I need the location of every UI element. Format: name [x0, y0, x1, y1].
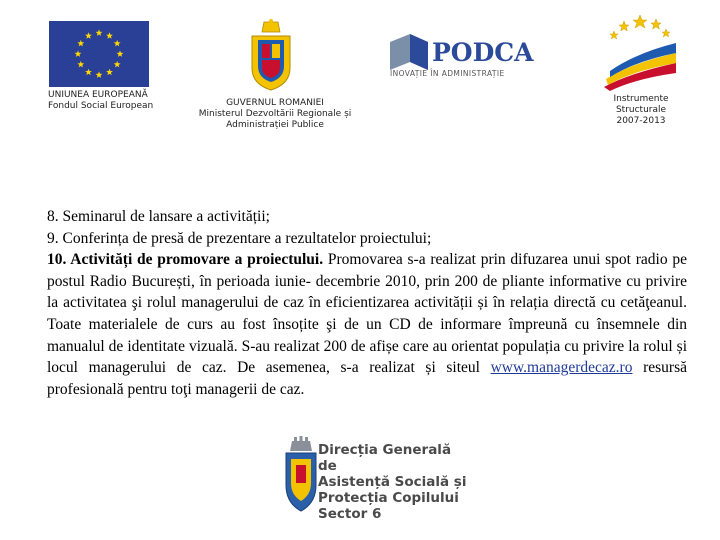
dgaspc-sector6-logo — [282, 433, 467, 522]
eu-star-icon — [106, 69, 113, 76]
romania-coat-of-arms-logo — [248, 18, 294, 92]
item-10-text-end: resursă profesională pentru toţi managerii de caz. — [47, 359, 687, 398]
dgaspc-line3: Protecția Copilului — [318, 490, 459, 506]
instruments-caption — [603, 94, 679, 127]
item-10 — [47, 249, 687, 400]
eu-star-icon — [85, 32, 92, 39]
sector6-crest-icon — [282, 435, 320, 515]
item-8-label: 8. Seminarul de lansare a activității — [47, 208, 266, 225]
eu-star-icon — [114, 61, 121, 68]
dgaspc-line2: Asistență Socială și — [318, 474, 467, 490]
managerdecaz-link[interactable]: www.managerdecaz.ro — [490, 359, 633, 377]
item-9-tail: ; — [427, 229, 432, 247]
eu-star-icon — [114, 40, 121, 47]
instruments-caption-line2: Structurale — [615, 105, 667, 115]
podca-wordmark: PODCA — [432, 38, 534, 67]
item-10-label: 10. Activități de promovare a proiectului. — [47, 251, 324, 269]
eu-star-icon — [77, 40, 84, 47]
gov-caption — [185, 98, 365, 131]
podca-tagline: INOVAȚIE ÎN ADMINISTRAȚIE — [390, 69, 505, 78]
gov-caption-line1: GUVERNUL ROMANIEI — [226, 98, 324, 108]
item-9-label: 9. Conferința de presă de prezentare a rezultatelor proiectului — [47, 229, 427, 247]
structural-instruments-logo — [600, 13, 680, 91]
eu-star-icon — [96, 29, 103, 36]
dgaspc-line4: Sector 6 — [318, 506, 382, 522]
eu-caption — [48, 90, 153, 112]
eu-star-icon — [106, 32, 113, 39]
podca-logo — [388, 30, 538, 78]
eu-stars-icon — [49, 21, 149, 87]
eu-star-icon — [117, 50, 124, 57]
item-9 — [47, 228, 687, 250]
item-10-text: Promovarea s-a realizat prin difuzarea unui spot radio pe postul Radio București, în perioada iunie- decembrie 2010, prin 200 de pliante informative cu privire la activitatea şi rolul managerului de caz în eficientizarea activității și în relația directă cu cetăţeanul. Toate materialele de curs au fost însoțite şi de un CD de informare împreună cu însemnele din manualul de identitate vizuală. S-au realizat 200 de afișe care au orientat populația cu privire la rolul și locul managerului de caz. De asemenea, s-a realizat și siteul — [47, 251, 687, 377]
dgaspc-line1: Direcția Generală de — [318, 442, 452, 474]
eu-star-icon — [85, 69, 92, 76]
item-8-tail: ; — [265, 208, 270, 225]
eu-caption-line1: UNIUNEA EUROPEANĂ — [48, 90, 148, 100]
gov-caption-line3: Administrației Publice — [226, 120, 324, 130]
eu-caption-line2: Fondul Social European — [48, 101, 154, 111]
item-8 — [47, 206, 687, 228]
eu-star-icon — [77, 61, 84, 68]
gov-caption-line2: Ministerul Dezvoltării Regionale și — [198, 109, 352, 119]
activities-text — [47, 206, 687, 400]
eu-star-icon — [96, 71, 103, 78]
eu-star-icon — [75, 50, 82, 57]
instruments-caption-line3: 2007-2013 — [616, 116, 666, 126]
instruments-caption-line1: Instrumente — [613, 94, 669, 104]
eu-flag-logo — [49, 21, 149, 87]
